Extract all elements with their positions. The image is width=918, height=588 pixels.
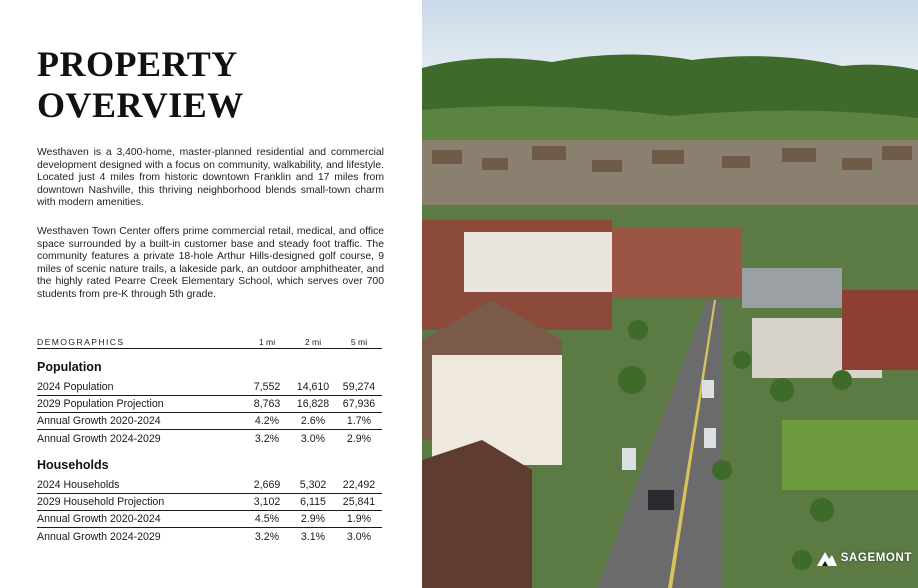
- demographics-table: [37, 337, 382, 545]
- cell-value: 2.9%: [300, 513, 326, 525]
- moving-car: [648, 490, 674, 510]
- row-label: Annual Growth 2020-2024: [37, 513, 161, 525]
- demographics-sections: [37, 360, 382, 545]
- description-paragraph-2: Westhaven Town Center offers prime commercial retail, medical, and office space surrounded by a built-in customer base and steady foot traffic. The community features a private 18-hole Arthur Hills-designed golf course, 9 miles of scenic nature trails, a lakeside park, an outdoor amphitheater, and the highly rated Pearre Creek Elementary School, which serves over 700 students from pre-K through 5th grade.: [37, 226, 384, 300]
- cell-value: 25,841: [342, 496, 376, 508]
- photo-illustration: [422, 0, 918, 588]
- section-title-population: Population: [37, 360, 102, 374]
- foreground-building: [422, 440, 532, 588]
- cell-value: 4.5%: [254, 513, 280, 525]
- row-label: 2029 Population Projection: [37, 398, 164, 410]
- cell-value: 16,828: [296, 398, 330, 410]
- cell-value: 14,610: [296, 381, 330, 393]
- row-label: Annual Growth 2024-2029: [37, 530, 161, 543]
- logo-wordmark: SAGEMONT: [840, 552, 912, 564]
- town-green-park: [782, 420, 918, 490]
- cell-value: 67,936: [342, 398, 376, 410]
- column-5-mi: 5 mi: [350, 337, 368, 347]
- cell-value: 6,115: [300, 496, 326, 508]
- table-row: [37, 477, 382, 494]
- cell-value: 2.6%: [300, 415, 326, 427]
- aerial-town-center-photo: [422, 0, 918, 588]
- cell-value: 2,669: [253, 479, 281, 491]
- white-apartment-building: [464, 232, 614, 292]
- table-row: [37, 379, 382, 396]
- tudor-building-facade: [432, 355, 562, 465]
- row-label: 2029 Household Projection: [37, 496, 165, 508]
- row-label: 2024 Population: [37, 381, 114, 393]
- gray-roof-building: [742, 268, 842, 308]
- column-1-mi: 1 mi: [258, 337, 276, 347]
- table-row: [37, 528, 382, 545]
- row-label: Annual Growth 2024-2029: [37, 432, 161, 445]
- cell-value: 2.9%: [346, 432, 372, 445]
- cell-value: 3.2%: [254, 530, 280, 543]
- cell-value: 22,492: [342, 479, 376, 491]
- sagemont-mountain-icon: [817, 550, 837, 566]
- title-line-1: PROPERTY: [37, 44, 238, 84]
- cell-value: 3.2%: [254, 432, 280, 445]
- row-label: Annual Growth 2020-2024: [37, 415, 161, 427]
- demographics-header: [37, 337, 382, 349]
- sagemont-logo: [817, 550, 912, 566]
- cell-value: 8,763: [253, 398, 281, 410]
- brick-building-center: [612, 228, 742, 298]
- section-title-households: Households: [37, 458, 109, 472]
- cell-value: 1.9%: [346, 513, 372, 525]
- table-row: [37, 413, 382, 430]
- table-row: [37, 511, 382, 528]
- table-row: [37, 396, 382, 413]
- demographics-label: DEMOGRAPHICS: [37, 337, 125, 347]
- table-row: [37, 430, 382, 447]
- cell-value: 3.0%: [346, 530, 372, 543]
- brick-building-right: [842, 290, 918, 370]
- cell-value: 7,552: [253, 381, 281, 393]
- cell-value: 59,274: [342, 381, 376, 393]
- cell-value: 3.1%: [300, 530, 326, 543]
- row-label: 2024 Households: [37, 479, 120, 491]
- cell-value: 4.2%: [254, 415, 280, 427]
- cell-value: 3,102: [253, 496, 281, 508]
- cell-value: 3.0%: [300, 432, 326, 445]
- description-paragraph-1: Westhaven is a 3,400-home, master-planned residential and commercial development designed with a focus on community, walkability, and lifestyle. Located just 4 miles from historic downtown Franklin and 17 miles from downtown Nashville, this thriving neighborhood blends small-town charm with modern amenities.: [37, 147, 384, 209]
- table-row: [37, 494, 382, 511]
- title-line-2: OVERVIEW: [37, 85, 244, 125]
- cell-value: 1.7%: [346, 415, 372, 427]
- page-title: [37, 44, 397, 126]
- cell-value: 5,302: [299, 479, 327, 491]
- column-2-mi: 2 mi: [304, 337, 322, 347]
- overview-panel: [0, 0, 422, 588]
